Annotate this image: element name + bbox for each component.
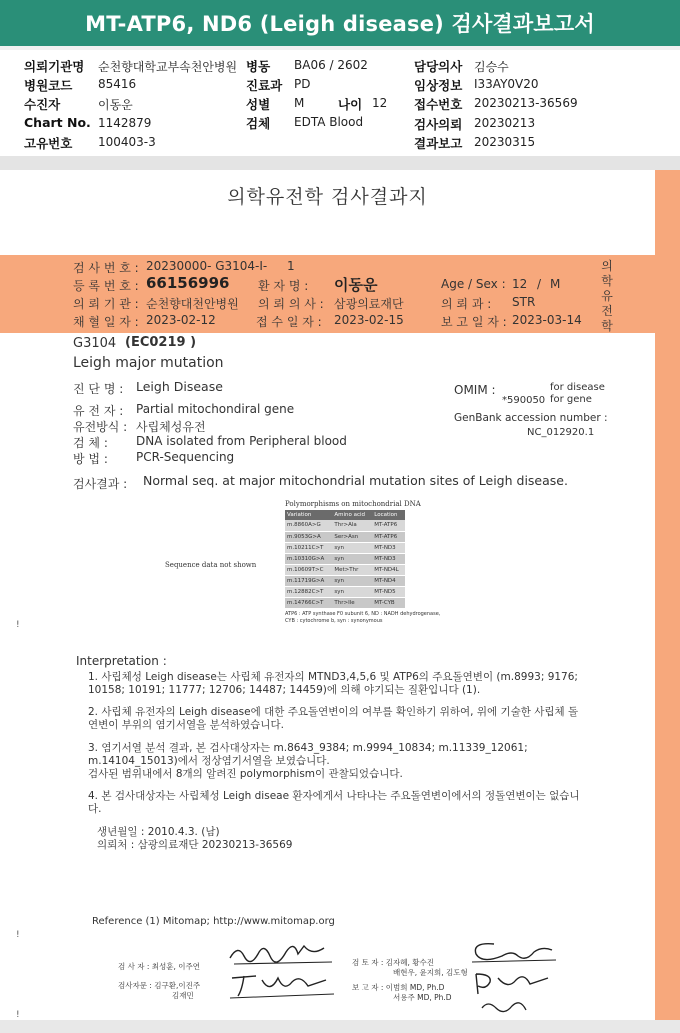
interpretation-title: Interpretation :	[76, 654, 167, 668]
table-row: m.10310G>A syn MT-ND3	[285, 553, 405, 564]
test-code: G3104	[73, 336, 117, 351]
vertical-dept-label: 의학유전학	[601, 259, 613, 333]
request-value: 20230213	[474, 116, 536, 130]
poly-header-variation: Variation	[285, 510, 332, 520]
method-label: 방 법 :	[73, 452, 108, 466]
specimen-value: EDTA Blood	[294, 115, 364, 129]
req-dept-label: 의 뢰 과 :	[441, 297, 492, 311]
inheritance-label: 유전방식 :	[73, 420, 128, 434]
interp-line: 10158; 10191; 11777; 12706; 14487; 14459)에 의해 야기되는 질환입니다 (1).	[88, 684, 481, 696]
result-date-value: 20230315	[474, 135, 536, 149]
chart-value: 1142879	[98, 116, 152, 130]
clinical-label: 임상정보	[414, 78, 463, 93]
result-date-label: 결과보고	[414, 136, 463, 151]
diagnosis-label: 진 단 명 :	[73, 382, 124, 396]
poly-header-location: Location	[372, 510, 405, 520]
request-label: 검사의뢰	[414, 117, 463, 132]
test-no-suffix: 1	[287, 259, 295, 273]
age-label: 나이	[338, 97, 363, 112]
examiner-label: 검 사 자 : 최성훈, 이주연	[118, 962, 201, 971]
reviewer-signature	[468, 936, 560, 968]
diagnosis-value: Leigh Disease	[136, 379, 223, 394]
test-code-paren: (EC0219 )	[125, 335, 197, 350]
hospital-label: 의뢰기관명	[24, 59, 85, 74]
reg-no-value: 66156996	[146, 274, 230, 292]
result-value: Normal seq. at major mitochondrial mutation sites of Leigh disease.	[143, 473, 568, 488]
sex-label: 성별	[246, 97, 271, 112]
report-header-title: MT-ATP6, ND6 (Leigh disease) 검사결과보고서	[0, 0, 680, 46]
patient-name-value: 이동운	[334, 276, 378, 294]
polymorphism-table-block	[285, 500, 441, 625]
poly-header-amino: Amino acid	[332, 510, 372, 520]
interp-line: 검사된 범위내에서 8개의 알려진 polymorphism이 관찰되었습니다.	[88, 768, 403, 780]
doctor-label: 담당의사	[414, 59, 463, 74]
requester-line: 의뢰처 : 삼광의료재단 20230213-36569	[97, 839, 293, 851]
reference-line: Reference (1) Mitomap; http://www.mitomap.org	[92, 916, 335, 927]
req-dept-value: STR	[512, 295, 536, 309]
gene-value: Partial mitochondiral gene	[136, 402, 295, 416]
req-inst-label: 의 뢰 기 관 :	[73, 297, 139, 311]
receive-date-value: 2023-02-15	[334, 313, 404, 327]
test-no-label: 검 사 번 호 :	[73, 261, 139, 275]
omim-label: OMIM :	[454, 383, 496, 397]
interp-line: 2. 사립체 유전자의 Leigh disease에 대한 주요돌연변이의 여부를 확인하기 위하여, 위에 기술한 사립체 돌	[88, 706, 579, 718]
age-value: 12	[372, 96, 388, 110]
advisor-label: 검사자문 : 김구환,이진주	[118, 981, 201, 990]
section-divider	[0, 156, 680, 170]
report-side-strip	[655, 170, 680, 1028]
table-row: m.12882C>T syn MT-ND5	[285, 586, 405, 597]
specimen-label: 검체	[246, 116, 271, 131]
collect-date-value: 2023-02-12	[146, 313, 216, 327]
doctor-value: 김승수	[474, 60, 509, 74]
polymorphism-table	[285, 510, 405, 609]
interp-line: 4. 본 검사대상자는 사립체성 Leigh diseae 환자에게서 나타나는 주요돌연변이에서의 정돌연변이는 없습니	[88, 790, 580, 802]
collect-date-label: 채 혈 일 자 :	[73, 315, 139, 329]
patient-value: 이동운	[98, 98, 133, 112]
genbank-value: NC_012920.1	[527, 427, 595, 438]
uid-label: 고유번호	[24, 136, 73, 151]
chart-label: Chart No.	[24, 115, 91, 130]
interp-line: 연변이 부위의 염기서열을 분석하였습니다.	[88, 719, 284, 731]
req-doc-value: 삼광의료재단	[334, 297, 404, 311]
margin-mark: !	[16, 930, 20, 940]
genbank-label: GenBank accession number :	[454, 412, 608, 424]
uid-value: 100403-3	[98, 135, 156, 149]
req-inst-value: 순천향대천안병원	[146, 297, 239, 311]
age-sex-slash: /	[537, 277, 542, 291]
birthdate-line: 생년월일 : 2010.4.3. (남)	[97, 826, 220, 838]
table-row: m.10211C>T syn MT-ND3	[285, 542, 405, 553]
dept-label: 진료과	[246, 78, 283, 93]
sequence-note: Sequence data not shown	[165, 561, 257, 569]
table-row: m.10609T>C Met>Thr MT-ND4L	[285, 564, 405, 575]
report-info-band	[0, 255, 680, 333]
receipt-label: 접수번호	[414, 97, 463, 112]
reviewer-label: 검 토 자 : 김자혜, 황수진	[352, 958, 435, 967]
reporter-label-2: 서용주 MD, Ph.D	[393, 993, 452, 1002]
examiner-signature	[228, 936, 340, 970]
advisor-signature	[228, 968, 340, 1002]
polymorphism-table-footnote: ATP6 : ATP synthase F0 subunit 6, ND : NADH dehydrogenase, CYB : cytochrome b, syn : synonymous	[285, 610, 441, 624]
test-no-value: 20230000- G3104-I-	[146, 259, 268, 273]
report-date-value: 2023-03-14	[512, 313, 582, 327]
report-date-label: 보 고 일 자 :	[441, 315, 507, 329]
omim-gene: for gene	[550, 394, 592, 405]
ward-label: 병동	[246, 59, 271, 74]
sex-value: M	[294, 96, 305, 110]
table-row: m.14766C>T Thr>Ile MT-CYB	[285, 597, 405, 608]
omim-disease: for disease	[550, 382, 605, 393]
sample-label: 검 체 :	[73, 436, 108, 450]
margin-mark: !	[16, 1010, 20, 1020]
interp-line: 1. 사립체성 Leigh disease는 사립체 유전자의 MTND3,4,5,6 및 ATP6의 주요돌연변이 (m.8993; 9176;	[88, 671, 578, 683]
patient-label: 수진자	[24, 97, 61, 112]
advisor-label-2: 김재민	[172, 991, 194, 1000]
code-value: 85416	[98, 77, 137, 91]
patient-name-label: 환 자 명 :	[258, 279, 309, 293]
genetic-report-page	[0, 170, 655, 1028]
age-sex-sex: M	[550, 277, 561, 291]
table-row: m.11719G>A syn MT-ND4	[285, 575, 405, 586]
receive-date-label: 접 수 일 자 :	[256, 315, 322, 329]
interp-line: 3. 염기서열 분석 결과, 본 검사대상자는 m.8643_9384; m.9994_10834; m.11339_12061;	[88, 742, 528, 754]
reg-no-label: 등 록 번 호 :	[73, 279, 139, 293]
dept-value: PD	[294, 77, 311, 91]
receipt-value: 20230213-36569	[474, 96, 578, 110]
reporter-label: 보 고 자 : 이범희 MD, Ph.D	[352, 983, 445, 992]
interp-line: m.14104_15013)에서 정상염기서열을 보였습니다.	[88, 755, 330, 767]
omim-number: *590050	[502, 395, 546, 406]
hospital-value: 순천향대학교부속천안병원	[98, 60, 238, 74]
ward-value: BA06 / 2602	[294, 58, 368, 72]
reviewer-label-2: 배현우, 윤지희, 김도형	[393, 968, 468, 977]
table-row: m.8860A>G Thr>Ala MT-ATP6	[285, 520, 405, 531]
method-value: PCR-Sequencing	[136, 450, 235, 464]
patient-info-panel	[0, 50, 680, 156]
polymorphism-table-title: Polymorphisms on mitochondrial DNA	[285, 500, 421, 508]
req-doc-label: 의 뢰 의 사 :	[258, 297, 324, 311]
table-row: m.9053G>A Ser>Asn MT-ATP6	[285, 531, 405, 542]
clinical-value: I33AY0V20	[474, 77, 539, 91]
age-sex-age: 12	[512, 277, 528, 291]
age-sex-label: Age / Sex :	[441, 277, 506, 291]
code-label: 병원코드	[24, 78, 73, 93]
test-name: Leigh major mutation	[73, 355, 224, 371]
interp-line: 다.	[88, 803, 102, 815]
margin-mark: !	[16, 620, 20, 630]
page-bottom-margin	[0, 1020, 680, 1033]
reporter-signature	[468, 968, 560, 1018]
sample-value: DNA isolated from Peripheral blood	[136, 434, 347, 448]
inheritance-value: 사립체성유전	[136, 420, 206, 434]
report-title: 의학유전학 검사결과지	[227, 186, 428, 208]
gene-label: 유 전 자 :	[73, 404, 124, 418]
result-label: 검사결과 :	[73, 477, 128, 491]
